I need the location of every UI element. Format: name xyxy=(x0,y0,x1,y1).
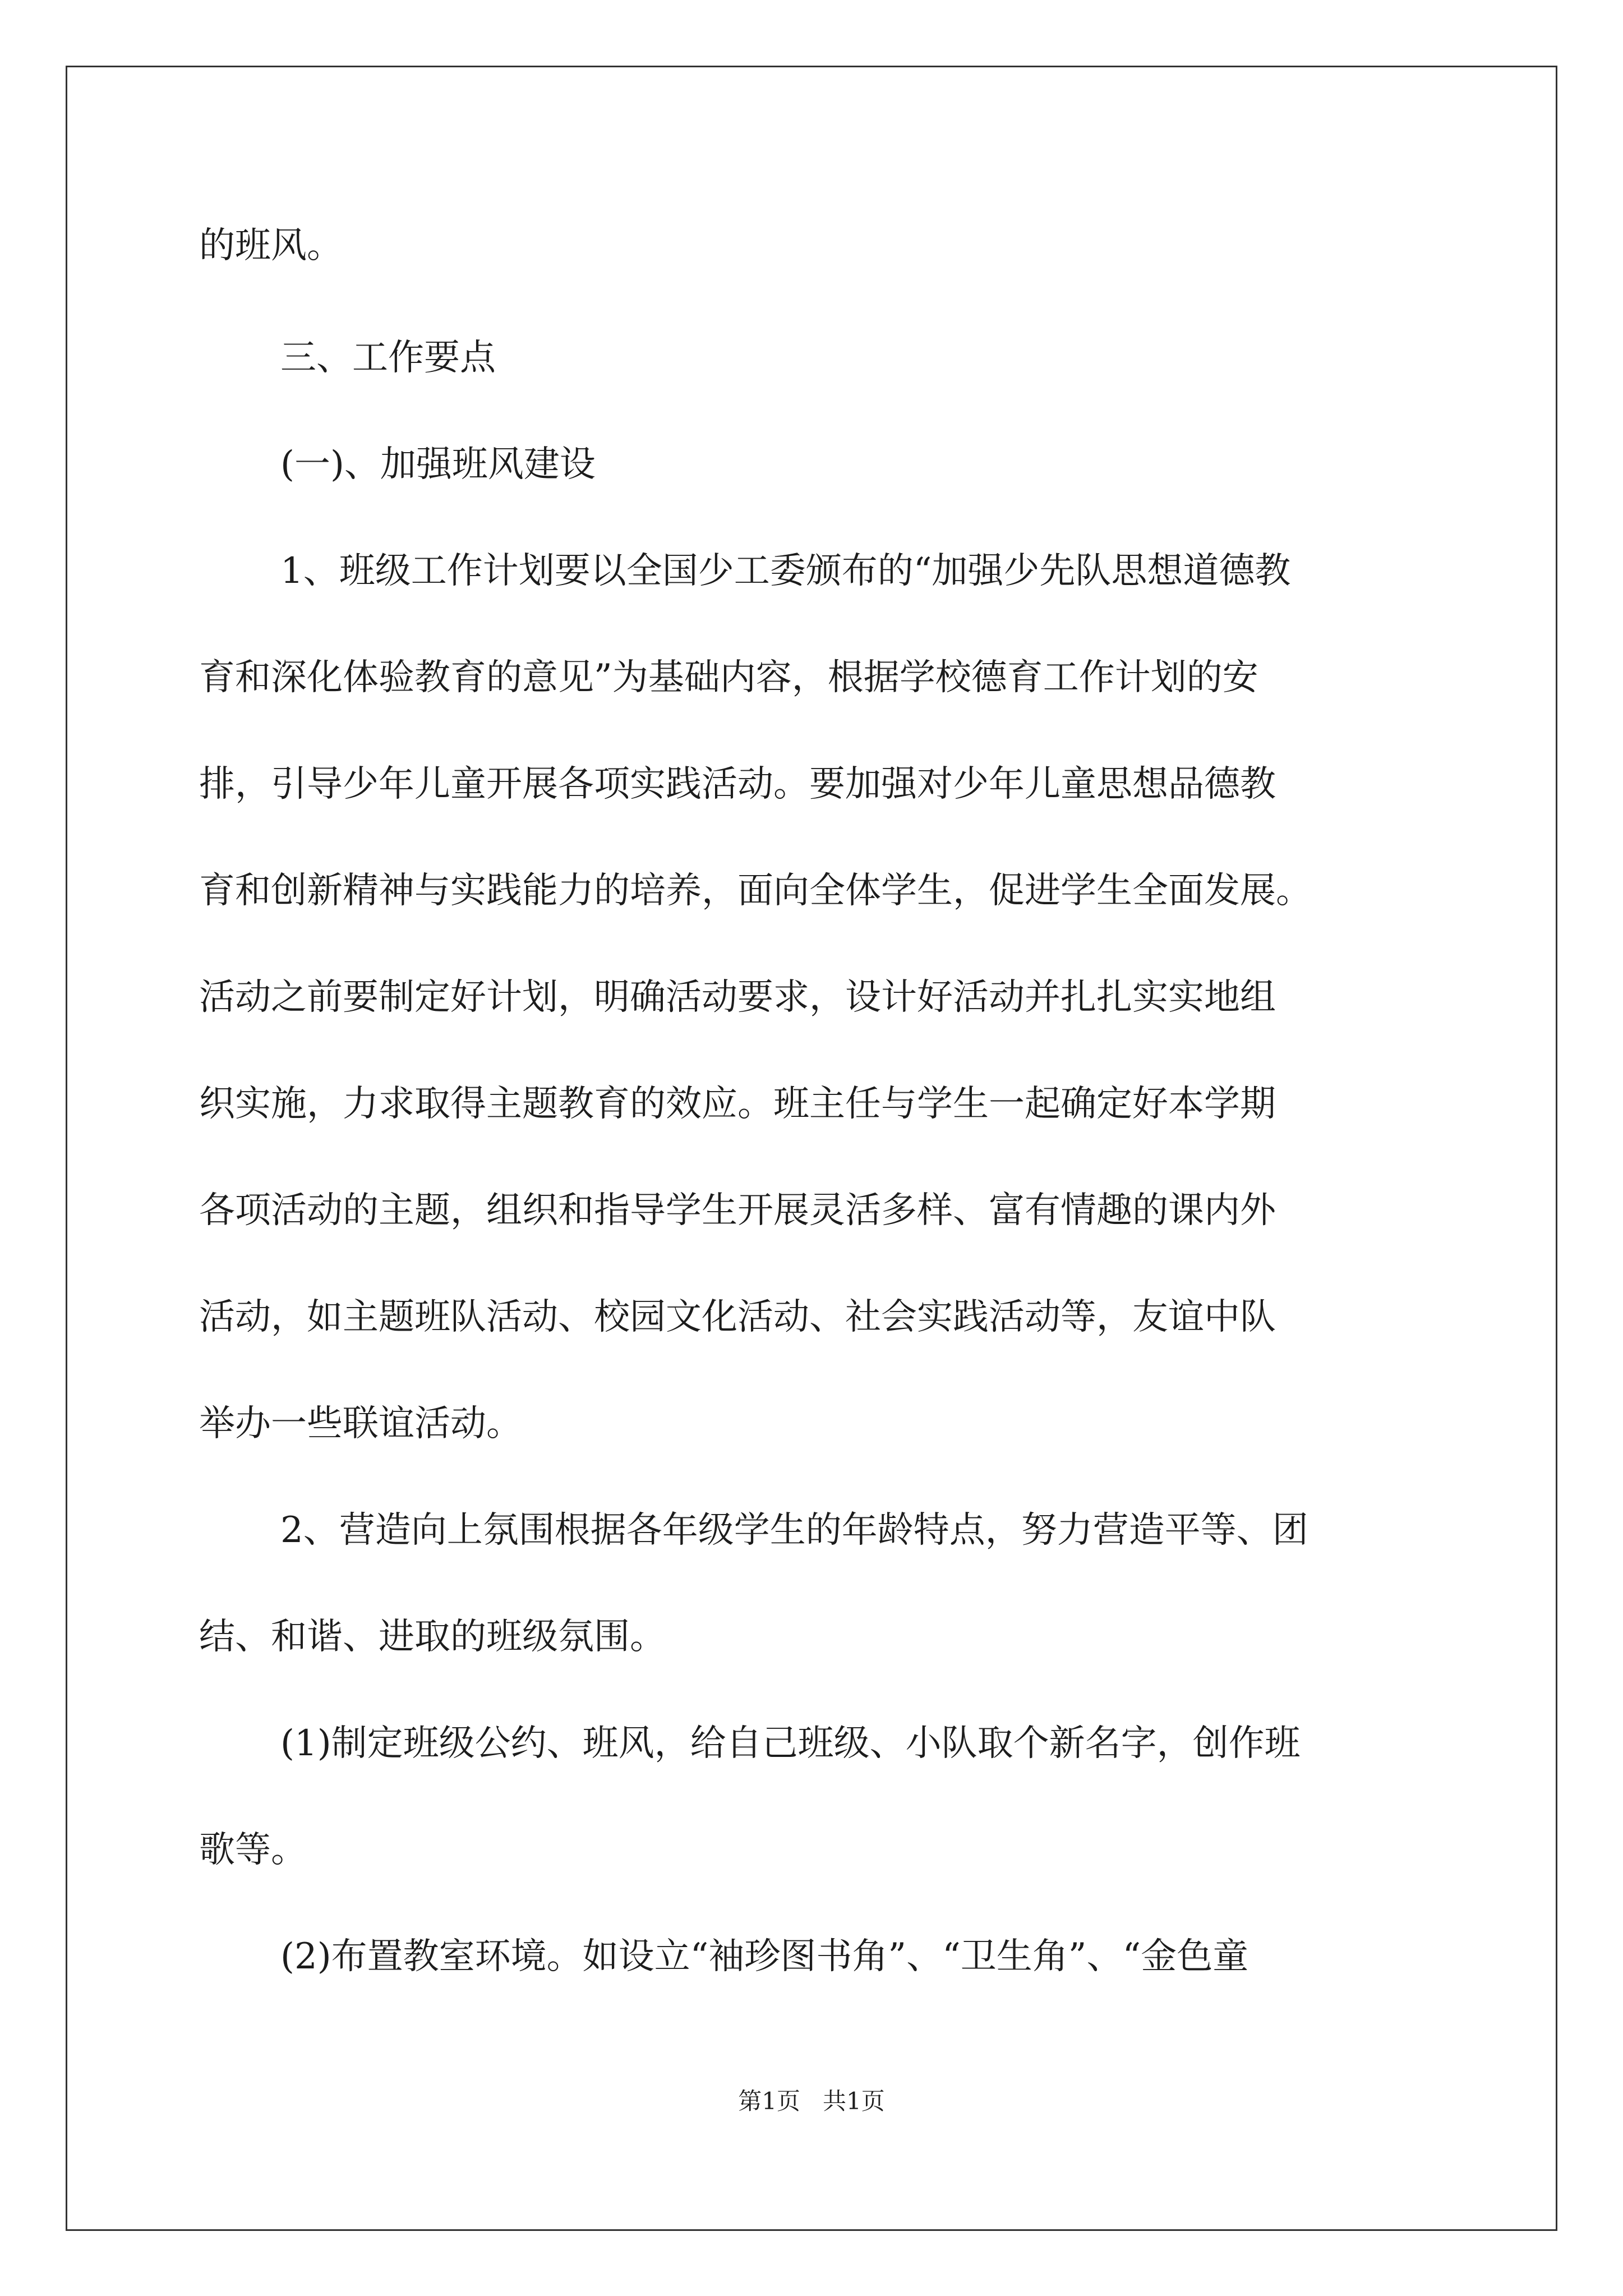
paragraph-line: 结、和谐、进取的班级氛围。 xyxy=(199,1616,666,1658)
page-border xyxy=(66,66,1557,2231)
section-heading: 三、工作要点 xyxy=(280,337,496,379)
paragraph-line: 2、营造向上氛围根据各年级学生的年龄特点，努力营造平等、团 xyxy=(280,1510,1308,1551)
paragraph-line: 举办一些联谊活动。 xyxy=(199,1403,522,1444)
text-line: 的班风。 xyxy=(199,225,343,266)
paragraph-line: 织实施，力求取得主题教育的效应。班主任与学生一起确定好本学期 xyxy=(199,1083,1276,1125)
paragraph-line: 活动之前要制定好计划，明确活动要求，设计好活动并扎扎实实地组 xyxy=(199,977,1276,1018)
page-number-footer: 第1页 共1页 xyxy=(738,2087,885,2115)
paragraph-line: 活动，如主题班队活动、校园文化活动、社会实践活动等，友谊中队 xyxy=(199,1296,1276,1338)
paragraph-line: 排，引导少年儿童开展各项实践活动。要加强对少年儿童思想品德教 xyxy=(199,763,1276,805)
subsection-heading: (一)、加强班风建设 xyxy=(280,444,596,485)
paragraph-line: 1、班级工作计划要以全国少工委颁布的“加强少先队思想道德教 xyxy=(280,550,1291,592)
paragraph-line: 各项活动的主题，组织和指导学生开展灵活多样、富有情趣的课内外 xyxy=(199,1190,1276,1231)
paragraph-line: 育和深化体验教育的意见”为基础内容，根据学校德育工作计划的安 xyxy=(199,657,1258,698)
paragraph-line: (2)布置教室环境。如设立“袖珍图书角”、“卫生角”、“金色童 xyxy=(280,1936,1249,1977)
paragraph-line: 育和创新精神与实践能力的培养，面向全体学生，促进学生全面发展。 xyxy=(199,870,1312,912)
paragraph-line: (1)制定班级公约、班风，给自己班级、小队取个新名字，创作班 xyxy=(280,1723,1301,1764)
paragraph-line: 歌等。 xyxy=(199,1829,307,1871)
